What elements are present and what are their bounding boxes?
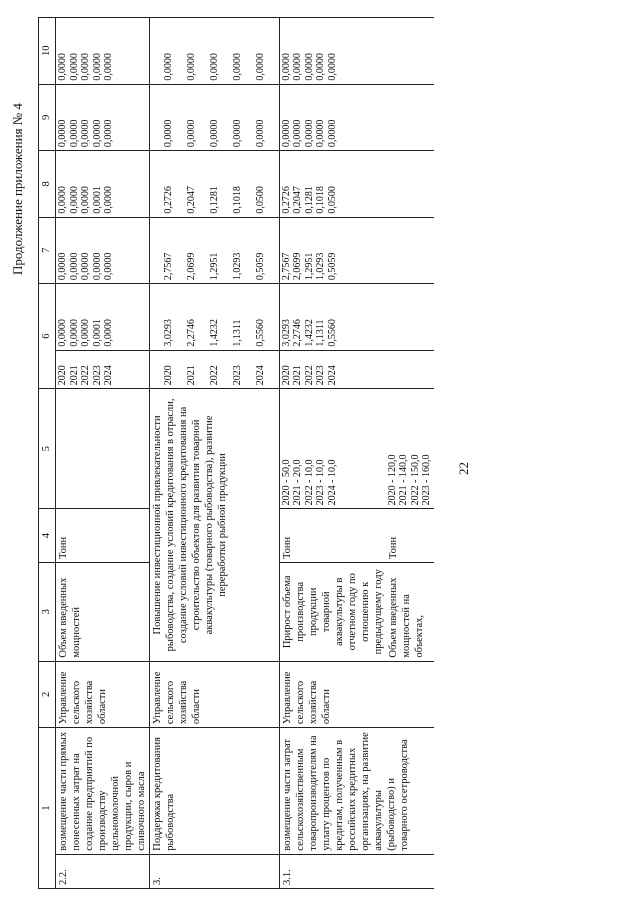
event-name: возмещение части прямых понесенных затрат на создание предприятий по производству цельномолочной продукции, сыров и сливочного масла (56, 728, 150, 855)
value: 0,0000 (162, 119, 174, 148)
executor: Управление сельского хозяйства области (56, 661, 150, 728)
executor (386, 661, 434, 728)
value: 0,0000 (162, 53, 174, 81)
col6-values: 0,0000 0,0000 0,0000 0,0001 0,0000 (56, 284, 150, 351)
col-header-10: 10 (39, 18, 56, 85)
col-header-5: 5 (39, 389, 56, 509)
unit: Тонн (386, 509, 434, 563)
value: 2,0699 (185, 252, 197, 281)
executor: Управление сельского хозяйства области (150, 661, 280, 728)
col-header-3: 3 (39, 562, 56, 661)
year: 2023 (231, 365, 243, 386)
indicator: Объем введенных мощностей на объектах, (386, 562, 434, 661)
value: 0,0000 (208, 119, 220, 148)
col-header-2: 2 (39, 661, 56, 728)
indicator: Объем введенных мощностей (56, 562, 150, 661)
row-number: 3. (150, 854, 280, 888)
program-table (38, 17, 434, 889)
value: 0,5560 (254, 319, 266, 347)
event-name: Поддержка кредитования рыбоводства (150, 728, 280, 855)
col10-values: 0,0000 0,0000 0,0000 0,0000 0,0000 (279, 18, 386, 85)
value: 0,1018 (231, 186, 243, 214)
table-row (56, 18, 150, 889)
col8-values: 0,0000 0,0000 0,0000 0,0001 0,0000 (56, 151, 150, 218)
col7-values: 0,0000 0,0000 0,0000 0,0000 0,0000 (56, 217, 150, 284)
col6-values: 3,0293 2,2746 1,4232 1,1311 0,5560 (279, 284, 386, 351)
value: 2,7567 (162, 252, 174, 281)
value: 1,2951 (208, 252, 220, 281)
years: 2020 2021 2022 2023 2024 (56, 350, 150, 389)
col9-values: 0,0000 0,0000 0,0000 0,0000 0,0000 (56, 84, 150, 151)
col8-values: 0,2726 0,2047 0,1281 0,1018 0,0500 (279, 151, 386, 218)
col6-values (150, 284, 280, 351)
indicator: Повышение инвестиционной привлекательности рыбоводства, создание условий кредитования в отрасли, создание условий инвестиционного кредитования на строительство объектов для развития товарной аквакультуры (товарного рыбоводства), развитие переработки рыбной продукции (150, 389, 280, 661)
col-header-7: 7 (39, 217, 56, 284)
row-number: 2.2. (56, 854, 150, 888)
years (150, 350, 280, 389)
appendix-title: Продолжение приложения № 4 (10, 103, 25, 275)
value: 1,0293 (231, 252, 243, 281)
col10-values: 0,0000 0,0000 0,0000 0,0000 0,0000 (56, 18, 150, 85)
col-header-8: 8 (39, 151, 56, 218)
col8-values (150, 151, 280, 218)
col7-values (386, 217, 434, 284)
unit: Тонн (56, 509, 150, 563)
col9-values (386, 84, 434, 151)
target-values: 2020 - 50,0 2021 - 20,0 2022 - 10,0 2023 - 10,0 2024 - 10,0 (279, 389, 386, 509)
value: 0,0000 (208, 53, 220, 81)
indicator: Прирост объема производства продукции товарной аквакультуры в отчетном году по отношению к предыдущему году (279, 562, 386, 661)
value: 0,0000 (185, 119, 197, 148)
col7-values (150, 217, 280, 284)
col9-values: 0,0000 0,0000 0,0000 0,0000 0,0000 (279, 84, 386, 151)
col10-values (386, 18, 434, 85)
value: 0,5059 (254, 252, 266, 281)
col10-values (150, 18, 280, 85)
col9-values (150, 84, 280, 151)
target-values (56, 389, 150, 509)
value: 1,4232 (208, 319, 220, 347)
table-row (279, 18, 386, 889)
year: 2020 (162, 365, 174, 386)
col7-values: 2,7567 2,0699 1,2951 1,0293 0,5059 (279, 217, 386, 284)
year: 2022 (208, 365, 220, 386)
col8-values (386, 151, 434, 218)
event-name: возмещение части затрат сельскохозяйственным товаропроизводителям на уплату процентов по кредитам, полученным в российских кредитных организациях, на развитие аквакультуры (рыбоводство) и товарного осетроводства (279, 728, 434, 855)
value: 0,0000 (185, 53, 197, 81)
year: 2024 (254, 365, 266, 386)
value: 3,0293 (162, 319, 174, 347)
target-values: 2020 - 120,0 2021 - 140,0 2022 - 150,0 2023 - 160,0 (386, 389, 434, 509)
col-header-6: 6 (39, 284, 56, 389)
page-number: 22 (456, 462, 471, 475)
unit: Тонн (279, 509, 386, 563)
table-row (150, 18, 280, 889)
year: 2021 (185, 365, 197, 386)
col-header-4: 4 (39, 509, 56, 563)
value: 0,2726 (162, 186, 174, 214)
value: 0,0000 (231, 119, 243, 148)
value: 0,0500 (254, 186, 266, 214)
years: 2020 2021 2022 2023 2024 (279, 350, 386, 389)
header-row (39, 18, 56, 889)
value: 1,1311 (231, 319, 243, 347)
row-number: 3.1. (279, 854, 434, 888)
col-header-1: 1 (39, 728, 56, 889)
value: 0,2047 (185, 186, 197, 214)
value: 0,1281 (208, 186, 220, 214)
col6-values (386, 284, 434, 351)
years (386, 350, 434, 389)
col-header-9: 9 (39, 84, 56, 151)
value: 2,2746 (185, 319, 197, 347)
value: 0,0000 (231, 53, 243, 81)
value: 0,0000 (254, 119, 266, 148)
executor: Управление сельского хозяйства области (279, 661, 386, 728)
value: 0,0000 (254, 53, 266, 81)
